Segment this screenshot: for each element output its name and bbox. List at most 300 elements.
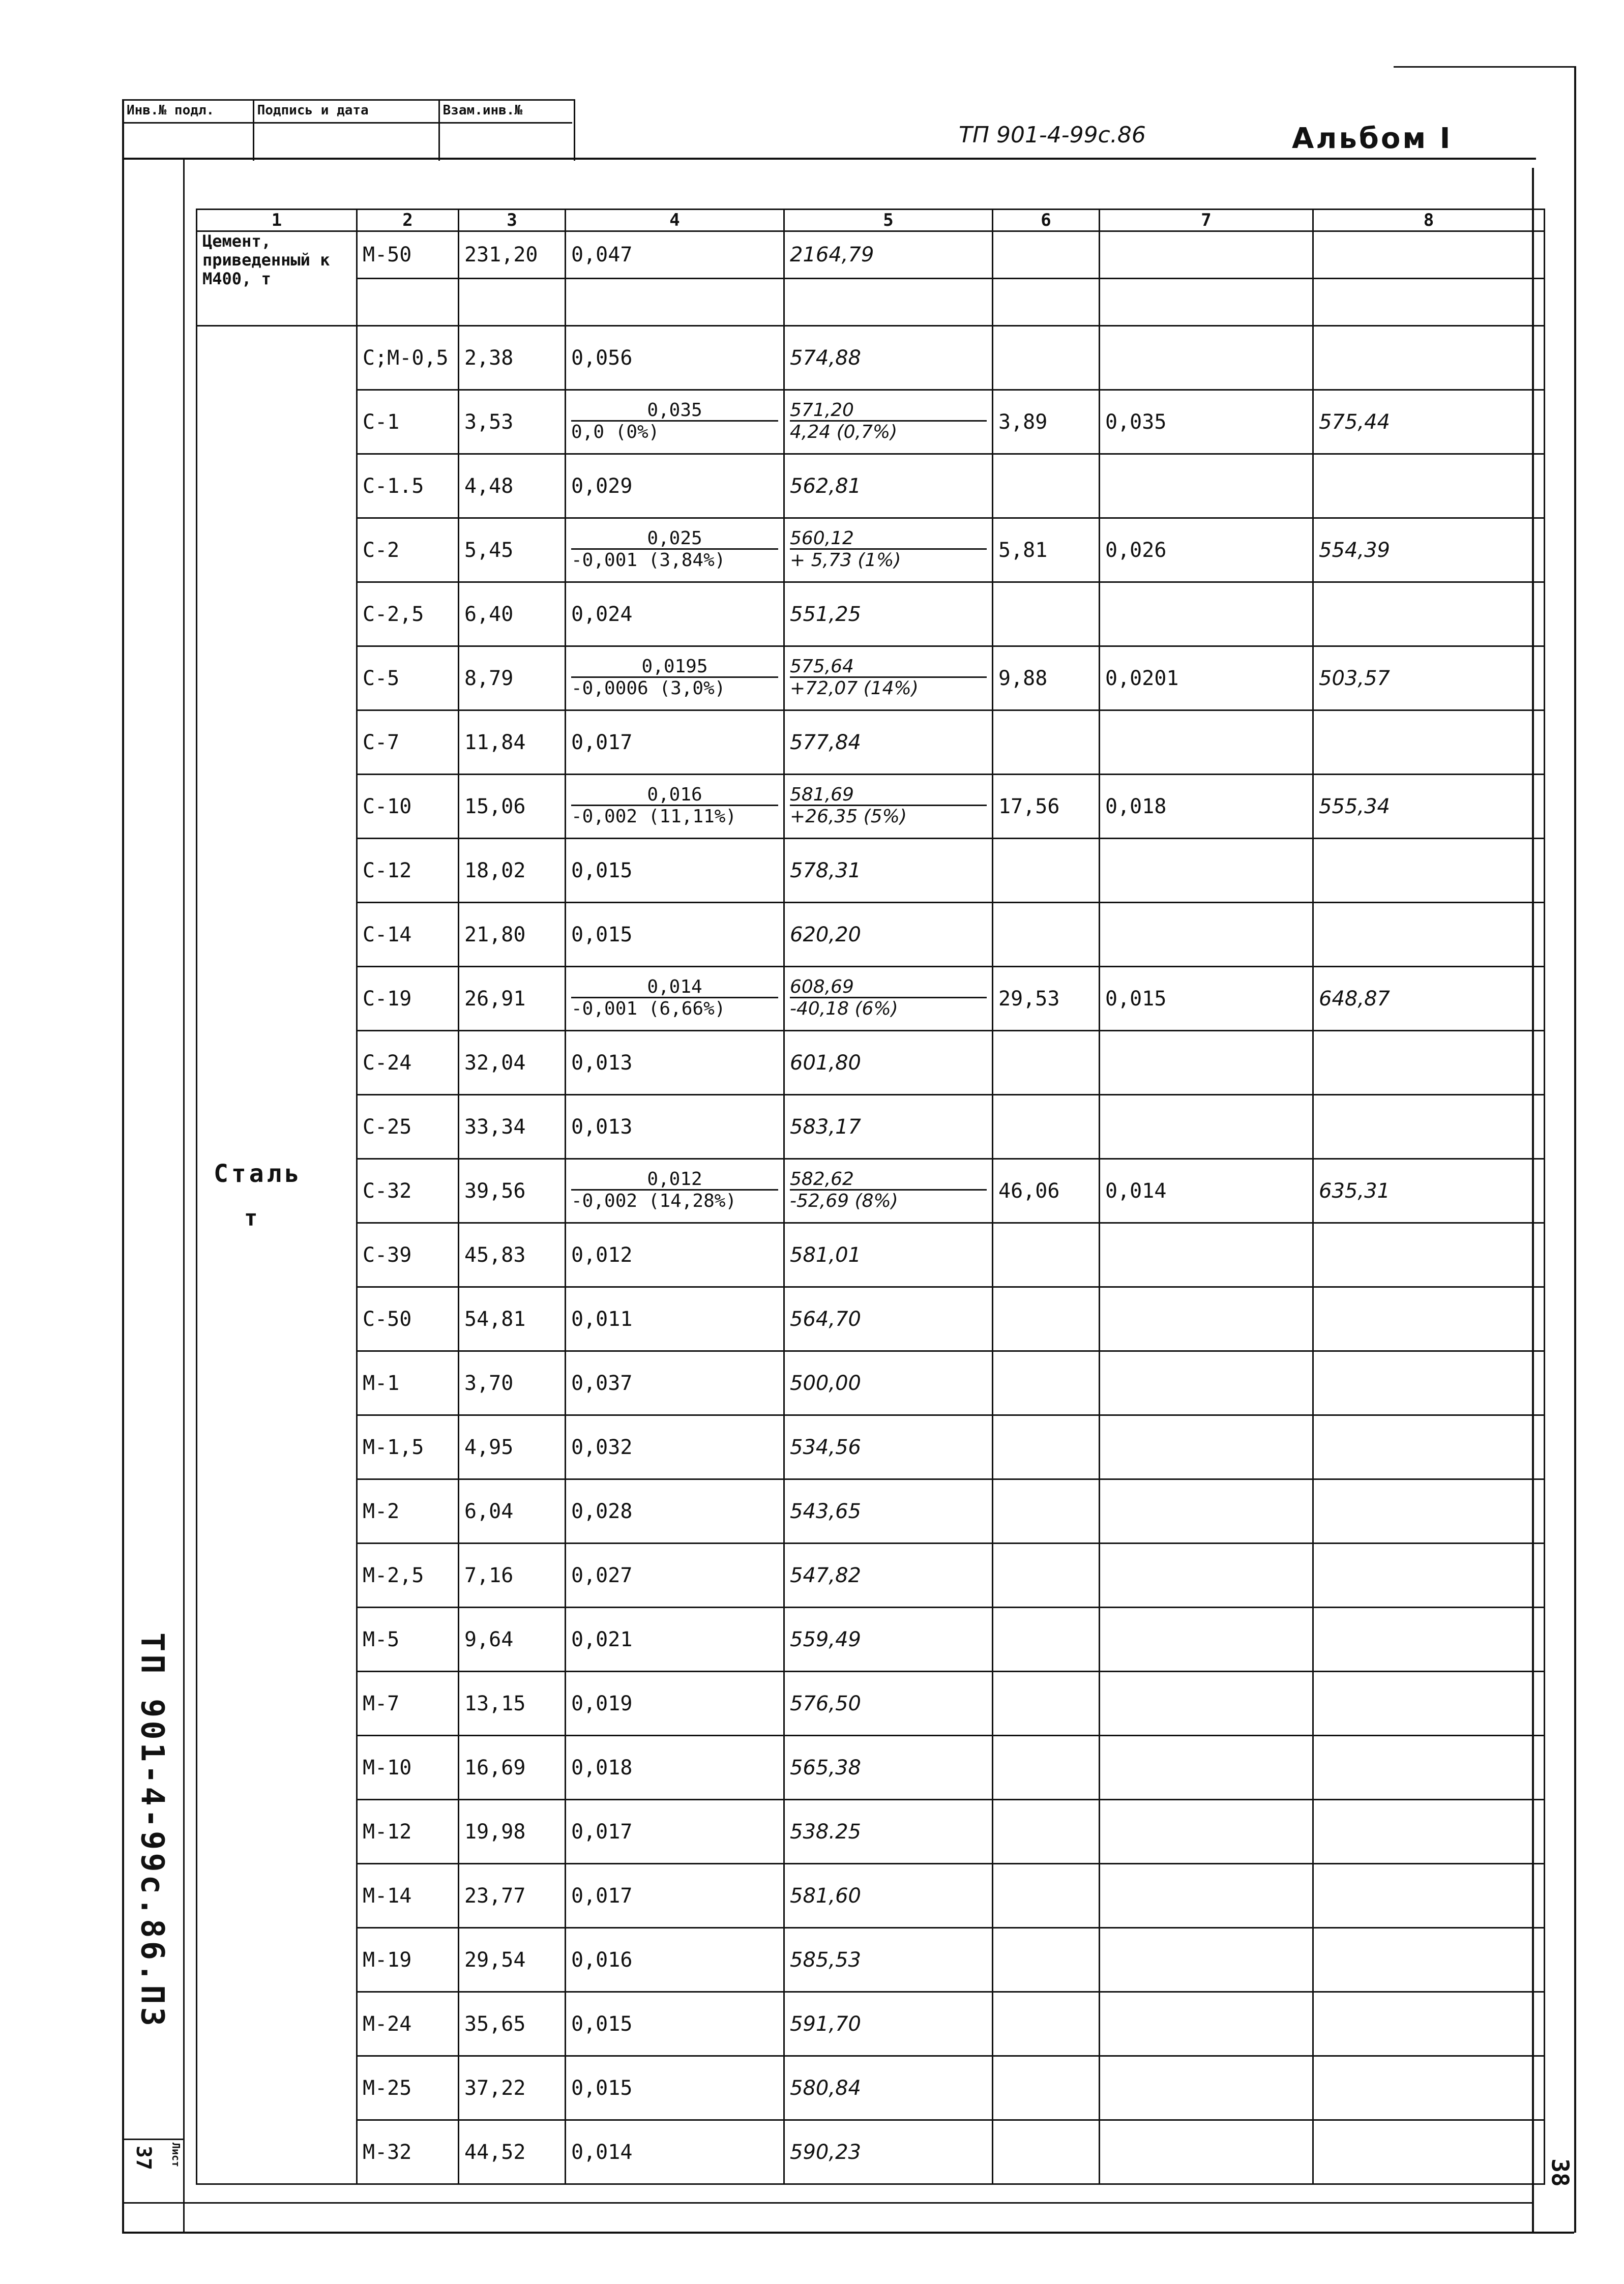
cell-col4-bottom: -0,002 (14,28%) xyxy=(571,1191,737,1212)
cell-grade: С-14 xyxy=(357,903,459,967)
cell-col4-fraction xyxy=(571,967,778,1030)
sheet-number-right: 38 xyxy=(1546,2158,1574,2187)
table-row xyxy=(197,1223,1545,1287)
col-header: 4 xyxy=(566,210,784,231)
cell-col6 xyxy=(993,279,1100,326)
cell-col6 xyxy=(993,839,1100,903)
cell-col4: 0,015 xyxy=(566,839,784,903)
cell-col3: 9,64 xyxy=(459,1608,566,1672)
col-header: 3 xyxy=(459,210,566,231)
table-row xyxy=(197,1800,1545,1864)
cell-col5-bottom: 4,24 (0,7%) xyxy=(790,422,898,443)
cell-col7: 0,026 xyxy=(1100,518,1313,582)
cell-col4: 0,032 xyxy=(566,1415,784,1479)
cell-col8 xyxy=(1313,582,1545,646)
frame-right-outer-rule xyxy=(1574,66,1576,2233)
cell-col5: 562,81 xyxy=(784,454,993,518)
cell-col4-bottom: 0,0 (0%) xyxy=(571,422,660,443)
cell-grade: М-24 xyxy=(357,1992,459,2056)
cell-col6: 17,56 xyxy=(993,775,1100,839)
cell-col3: 19,98 xyxy=(459,1800,566,1864)
cell-col4-top: 0,0195 xyxy=(571,657,778,678)
table-row xyxy=(197,1287,1545,1351)
steel-label: Сталь xyxy=(214,1160,303,1188)
cell-col8 xyxy=(1313,2120,1545,2184)
cell-col4 xyxy=(566,518,784,582)
cell-col5-top: 571,20 xyxy=(790,401,987,422)
cell-col4 xyxy=(566,279,784,326)
side-document-code xyxy=(122,1526,183,2136)
cell-col6 xyxy=(993,2056,1100,2120)
cell-col3: 26,91 xyxy=(459,967,566,1031)
inv-label: Инв.№ подл. xyxy=(124,101,254,161)
cell-col6 xyxy=(993,903,1100,967)
cell-col8 xyxy=(1313,1672,1545,1736)
cell-col6 xyxy=(993,1095,1100,1159)
col-header: 6 xyxy=(993,210,1100,231)
cell-col3: 13,15 xyxy=(459,1672,566,1736)
cell-col5 xyxy=(784,279,993,326)
cell-col6 xyxy=(993,454,1100,518)
cell-col5: 576,50 xyxy=(784,1672,993,1736)
cell-col4-fraction xyxy=(571,775,778,838)
cell-col8 xyxy=(1313,1544,1545,1608)
cell-col6 xyxy=(993,1287,1100,1351)
cell-col5: 601,80 xyxy=(784,1031,993,1095)
cell-col8 xyxy=(1313,326,1545,390)
cell-grade: М-12 xyxy=(357,1800,459,1864)
cell-col7 xyxy=(1100,1864,1313,1928)
cell-col8 xyxy=(1313,1928,1545,1992)
table-row xyxy=(197,1159,1545,1223)
frame-bottom-outer-rule xyxy=(122,2232,1574,2234)
cell-col4: 0,028 xyxy=(566,1479,784,1544)
cell-col7 xyxy=(1100,2120,1313,2184)
cell-col5-fraction xyxy=(790,1160,987,1222)
cell-grade: С;М-0,5 xyxy=(357,326,459,390)
cell-col8: 648,87 xyxy=(1313,967,1545,1031)
side-code-text: ТП 901-4-99с.86.ПЗ xyxy=(134,1633,171,2029)
table-row xyxy=(197,1608,1545,1672)
cell-col7: 0,018 xyxy=(1100,775,1313,839)
cell-col7 xyxy=(1100,2056,1313,2120)
cell-grade: С-2 xyxy=(357,518,459,582)
cell-grade: С-2,5 xyxy=(357,582,459,646)
cell-col8 xyxy=(1313,903,1545,967)
cell-col6 xyxy=(993,582,1100,646)
cell-col5 xyxy=(784,390,993,454)
cell-col7 xyxy=(1100,1095,1313,1159)
cell-col3: 7,16 xyxy=(459,1544,566,1608)
cell-grade: С-50 xyxy=(357,1287,459,1351)
cell-col5: 583,17 xyxy=(784,1095,993,1159)
cell-col3: 3,70 xyxy=(459,1351,566,1415)
cell-col8: 575,44 xyxy=(1313,390,1545,454)
table-row xyxy=(197,839,1545,903)
cell-col5-fraction xyxy=(790,967,987,1030)
table-row xyxy=(197,1544,1545,1608)
cell-col4-bottom: -0,0006 (3,0%) xyxy=(571,678,726,699)
cell-col5-fraction xyxy=(790,519,987,581)
cell-col4 xyxy=(566,775,784,839)
table-row xyxy=(197,279,1545,326)
cell-grade: М-2 xyxy=(357,1479,459,1544)
cell-col8: 555,34 xyxy=(1313,775,1545,839)
cell-col7: 0,035 xyxy=(1100,390,1313,454)
cell-col7 xyxy=(1100,1928,1313,1992)
document-code: ТП 901-4-99с.86 xyxy=(959,122,1146,148)
table-row xyxy=(197,1031,1545,1095)
cell-grade: М-32 xyxy=(357,2120,459,2184)
cell-col5: 564,70 xyxy=(784,1287,993,1351)
cell-col6 xyxy=(993,1415,1100,1479)
cell-col4-top: 0,025 xyxy=(571,529,778,550)
steel-unit: т xyxy=(244,1205,258,1231)
table-row xyxy=(197,454,1545,518)
cell-col8 xyxy=(1313,454,1545,518)
cell-col6 xyxy=(993,1608,1100,1672)
cell-col6: 9,88 xyxy=(993,646,1100,710)
table-row xyxy=(197,903,1545,967)
cell-col3: 32,04 xyxy=(459,1031,566,1095)
cell-col4-bottom: -0,001 (3,84%) xyxy=(571,550,726,571)
cell-col8 xyxy=(1313,279,1545,326)
cell-col4: 0,015 xyxy=(566,2056,784,2120)
cell-col6 xyxy=(993,1992,1100,2056)
cell-col5: 559,49 xyxy=(784,1608,993,1672)
cell-col7 xyxy=(1100,231,1313,279)
cell-col4-top: 0,035 xyxy=(571,401,778,422)
table-row xyxy=(197,1095,1545,1159)
cell-grade: С-7 xyxy=(357,710,459,775)
cell-col5-bottom: -40,18 (6%) xyxy=(790,998,898,1020)
cell-col3: 3,53 xyxy=(459,390,566,454)
cell-col3 xyxy=(459,279,566,326)
cell-col5-top: 575,64 xyxy=(790,657,987,678)
table-row xyxy=(197,646,1545,710)
cell-col3: 5,45 xyxy=(459,518,566,582)
cell-col4-fraction xyxy=(571,647,778,709)
cell-col3: 33,34 xyxy=(459,1095,566,1159)
table-row xyxy=(197,2120,1545,2184)
cell-col5-bottom: +26,35 (5%) xyxy=(790,806,907,827)
cell-col6 xyxy=(993,1544,1100,1608)
cell-grade: М-5 xyxy=(357,1608,459,1672)
cell-col6 xyxy=(993,1736,1100,1800)
cell-grade: М-25 xyxy=(357,2056,459,2120)
cell-grade: С-24 xyxy=(357,1031,459,1095)
cell-col5-fraction xyxy=(790,647,987,709)
cell-col8: 503,57 xyxy=(1313,646,1545,710)
table-row xyxy=(197,2056,1545,2120)
sheet-box-rule xyxy=(122,2139,183,2140)
cell-col5-top: 582,62 xyxy=(790,1170,987,1191)
cell-col4: 0,018 xyxy=(566,1736,784,1800)
cell-col4-bottom: -0,002 (11,11%) xyxy=(571,806,737,827)
cell-grade: С-19 xyxy=(357,967,459,1031)
cell-col5: 2164,79 xyxy=(784,231,993,279)
cell-col3: 11,84 xyxy=(459,710,566,775)
table-row xyxy=(197,390,1545,454)
cell-col3: 21,80 xyxy=(459,903,566,967)
cell-col8 xyxy=(1313,231,1545,279)
cell-col5: 543,65 xyxy=(784,1479,993,1544)
cell-grade: С-25 xyxy=(357,1095,459,1159)
stamp-rule xyxy=(122,122,572,124)
cell-col4: 0,027 xyxy=(566,1544,784,1608)
cell-col8 xyxy=(1313,1223,1545,1287)
frame-bottom-rule xyxy=(122,2202,1533,2204)
cell-col5-top: 608,69 xyxy=(790,977,987,998)
cell-col7 xyxy=(1100,1031,1313,1095)
table-row xyxy=(197,1479,1545,1544)
cell-col5 xyxy=(784,646,993,710)
album-label: Альбом I xyxy=(1292,122,1453,155)
cell-col5-fraction xyxy=(790,775,987,838)
cell-col8 xyxy=(1313,1736,1545,1800)
frame-left-inner-rule xyxy=(183,158,185,2233)
specification-table xyxy=(196,209,1545,2185)
cell-col3: 6,04 xyxy=(459,1479,566,1544)
cell-col6 xyxy=(993,231,1100,279)
cell-col4: 0,013 xyxy=(566,1095,784,1159)
sheet-number-left: 37 xyxy=(132,2145,156,2171)
cell-col7 xyxy=(1100,1287,1313,1351)
cell-col3: 29,54 xyxy=(459,1928,566,1992)
cell-col7 xyxy=(1100,582,1313,646)
table-row xyxy=(197,326,1545,390)
cell-grade: С-1.5 xyxy=(357,454,459,518)
cell-col4: 0,017 xyxy=(566,1864,784,1928)
cell-col4-top: 0,014 xyxy=(571,977,778,998)
cell-grade: М-7 xyxy=(357,1672,459,1736)
cell-col5: 580,84 xyxy=(784,2056,993,2120)
cell-grade: С-5 xyxy=(357,646,459,710)
cell-col3: 37,22 xyxy=(459,2056,566,2120)
cell-col4-fraction xyxy=(571,391,778,453)
cell-col7 xyxy=(1100,1415,1313,1479)
cell-col3: 6,40 xyxy=(459,582,566,646)
cell-col7 xyxy=(1100,1736,1313,1800)
cell-col5-bottom: + 5,73 (1%) xyxy=(790,550,901,571)
table-row xyxy=(197,710,1545,775)
cell-col3: 39,56 xyxy=(459,1159,566,1223)
cell-col5 xyxy=(784,518,993,582)
cell-col7 xyxy=(1100,1800,1313,1864)
cell-col4: 0,024 xyxy=(566,582,784,646)
cell-col3: 2,38 xyxy=(459,326,566,390)
sign-label: Подпись и дата xyxy=(254,101,440,161)
cell-col4: 0,017 xyxy=(566,710,784,775)
cell-col5: 590,23 xyxy=(784,2120,993,2184)
sheet-label: Лист xyxy=(170,2142,183,2168)
table-row xyxy=(197,518,1545,582)
cell-col7 xyxy=(1100,839,1313,903)
col-header: 8 xyxy=(1313,210,1545,231)
cell-col3: 45,83 xyxy=(459,1223,566,1287)
table-row xyxy=(197,582,1545,646)
cell-col6 xyxy=(993,1928,1100,1992)
cell-col6 xyxy=(993,1479,1100,1544)
cell-col7 xyxy=(1100,1992,1313,2056)
cell-col5: 581,60 xyxy=(784,1864,993,1928)
table-row xyxy=(197,1864,1545,1928)
cell-col4-top: 0,012 xyxy=(571,1170,778,1191)
cell-col5: 547,82 xyxy=(784,1544,993,1608)
cell-col4-top: 0,016 xyxy=(571,785,778,806)
cell-grade: С-39 xyxy=(357,1223,459,1287)
table-row xyxy=(197,1415,1545,1479)
cell-col6: 5,81 xyxy=(993,518,1100,582)
cell-grade: М-1 xyxy=(357,1351,459,1415)
cell-col7 xyxy=(1100,1672,1313,1736)
cell-col6 xyxy=(993,326,1100,390)
cell-grade: М-19 xyxy=(357,1928,459,1992)
cell-col3: 44,52 xyxy=(459,2120,566,2184)
cell-col7: 0,014 xyxy=(1100,1159,1313,1223)
cell-col4: 0,056 xyxy=(566,326,784,390)
cell-grade: М-10 xyxy=(357,1736,459,1800)
cell-col5 xyxy=(784,967,993,1031)
cell-col7 xyxy=(1100,710,1313,775)
approval-stamp xyxy=(122,99,575,161)
cell-col8 xyxy=(1313,1351,1545,1415)
cell-col5-bottom: +72,07 (14%) xyxy=(790,678,919,699)
cell-col8 xyxy=(1313,1095,1545,1159)
cell-col3: 4,95 xyxy=(459,1415,566,1479)
cell-col8: 635,31 xyxy=(1313,1159,1545,1223)
cell-col8 xyxy=(1313,1415,1545,1479)
table-row xyxy=(197,1351,1545,1415)
cell-col6 xyxy=(993,1223,1100,1287)
table-row xyxy=(197,1992,1545,2056)
cell-col6 xyxy=(993,1351,1100,1415)
cell-col6 xyxy=(993,2120,1100,2184)
cell-col5 xyxy=(784,775,993,839)
table-row xyxy=(197,1928,1545,1992)
cell-col4: 0,017 xyxy=(566,1800,784,1864)
cell-col7: 0,0201 xyxy=(1100,646,1313,710)
cell-col5: 620,20 xyxy=(784,903,993,967)
replace-label: Взам.инв.№ xyxy=(442,103,523,118)
cell-col8 xyxy=(1313,1864,1545,1928)
cell-col3: 4,48 xyxy=(459,454,566,518)
cell-col5: 574,88 xyxy=(784,326,993,390)
cell-col4: 0,019 xyxy=(566,1672,784,1736)
cement-label: Цемент, приведенный к М400, т xyxy=(197,231,357,326)
cell-col8 xyxy=(1313,1608,1545,1672)
cell-col6 xyxy=(993,1031,1100,1095)
col-header: 5 xyxy=(784,210,993,231)
col-header: 1 xyxy=(197,210,357,231)
cell-col4-fraction xyxy=(571,519,778,581)
cell-col3: 8,79 xyxy=(459,646,566,710)
cell-col8 xyxy=(1313,1031,1545,1095)
cell-col5-top: 560,12 xyxy=(790,529,987,550)
cell-col7 xyxy=(1100,454,1313,518)
cell-col4 xyxy=(566,646,784,710)
cell-col3: 18,02 xyxy=(459,839,566,903)
cell-col4 xyxy=(566,967,784,1031)
cell-col7 xyxy=(1100,1608,1313,1672)
table-row xyxy=(197,1736,1545,1800)
cell-grade: М-1,5 xyxy=(357,1415,459,1479)
cell-col3: 231,20 xyxy=(459,231,566,279)
cell-col6: 3,89 xyxy=(993,390,1100,454)
cell-col7: 0,015 xyxy=(1100,967,1313,1031)
cell-col7 xyxy=(1100,326,1313,390)
cell-col5: 577,84 xyxy=(784,710,993,775)
cell-col3: 23,77 xyxy=(459,1864,566,1928)
cell-grade: М-2,5 xyxy=(357,1544,459,1608)
cell-col7 xyxy=(1100,1351,1313,1415)
cell-col8 xyxy=(1313,1287,1545,1351)
table-row xyxy=(197,1672,1545,1736)
cell-col6 xyxy=(993,1672,1100,1736)
cell-col7 xyxy=(1100,1223,1313,1287)
cell-col5: 565,38 xyxy=(784,1736,993,1800)
cell-col5-fraction xyxy=(790,391,987,453)
cell-col7 xyxy=(1100,279,1313,326)
cell-col4-bottom: -0,001 (6,66%) xyxy=(571,998,726,1020)
cell-grade: С-10 xyxy=(357,775,459,839)
cell-col7 xyxy=(1100,903,1313,967)
cell-col4: 0,047 xyxy=(566,231,784,279)
cell-col6: 29,53 xyxy=(993,967,1100,1031)
cell-col4: 0,016 xyxy=(566,1928,784,1992)
cell-col5: 500,00 xyxy=(784,1351,993,1415)
cell-col5 xyxy=(784,1159,993,1223)
cell-col5-top: 581,69 xyxy=(790,785,987,806)
cell-grade: М-14 xyxy=(357,1864,459,1928)
table-row xyxy=(197,967,1545,1031)
cell-col3: 16,69 xyxy=(459,1736,566,1800)
cell-col8 xyxy=(1313,1992,1545,2056)
cell-col4: 0,015 xyxy=(566,1992,784,2056)
cell-col6: 46,06 xyxy=(993,1159,1100,1223)
cell-col3: 15,06 xyxy=(459,775,566,839)
frame-top-outer-rule xyxy=(1394,66,1574,68)
steel-cell xyxy=(197,326,357,2184)
cell-col7 xyxy=(1100,1479,1313,1544)
col-header: 2 xyxy=(357,210,459,231)
cell-col4: 0,011 xyxy=(566,1287,784,1351)
cell-col8 xyxy=(1313,2056,1545,2120)
cell-col4: 0,021 xyxy=(566,1608,784,1672)
cell-col3: 54,81 xyxy=(459,1287,566,1351)
cell-col8: 554,39 xyxy=(1313,518,1545,582)
cell-col4: 0,012 xyxy=(566,1223,784,1287)
cell-col4-fraction xyxy=(571,1160,778,1222)
col-header: 7 xyxy=(1100,210,1313,231)
table-row xyxy=(197,231,1545,279)
cell-col6 xyxy=(993,1864,1100,1928)
cell-col4: 0,013 xyxy=(566,1031,784,1095)
cell-col5: 538.25 xyxy=(784,1800,993,1864)
cell-col4 xyxy=(566,1159,784,1223)
cell-col6 xyxy=(993,710,1100,775)
cell-col5: 585,53 xyxy=(784,1928,993,1992)
cell-col8 xyxy=(1313,710,1545,775)
cell-grade: С-32 xyxy=(357,1159,459,1223)
cell-grade: М-50 xyxy=(357,231,459,279)
cell-col8 xyxy=(1313,1800,1545,1864)
cell-col5-bottom: -52,69 (8%) xyxy=(790,1191,898,1212)
cell-col4: 0,029 xyxy=(566,454,784,518)
cell-col4: 0,015 xyxy=(566,903,784,967)
cell-col8 xyxy=(1313,1479,1545,1544)
cell-grade xyxy=(357,279,459,326)
